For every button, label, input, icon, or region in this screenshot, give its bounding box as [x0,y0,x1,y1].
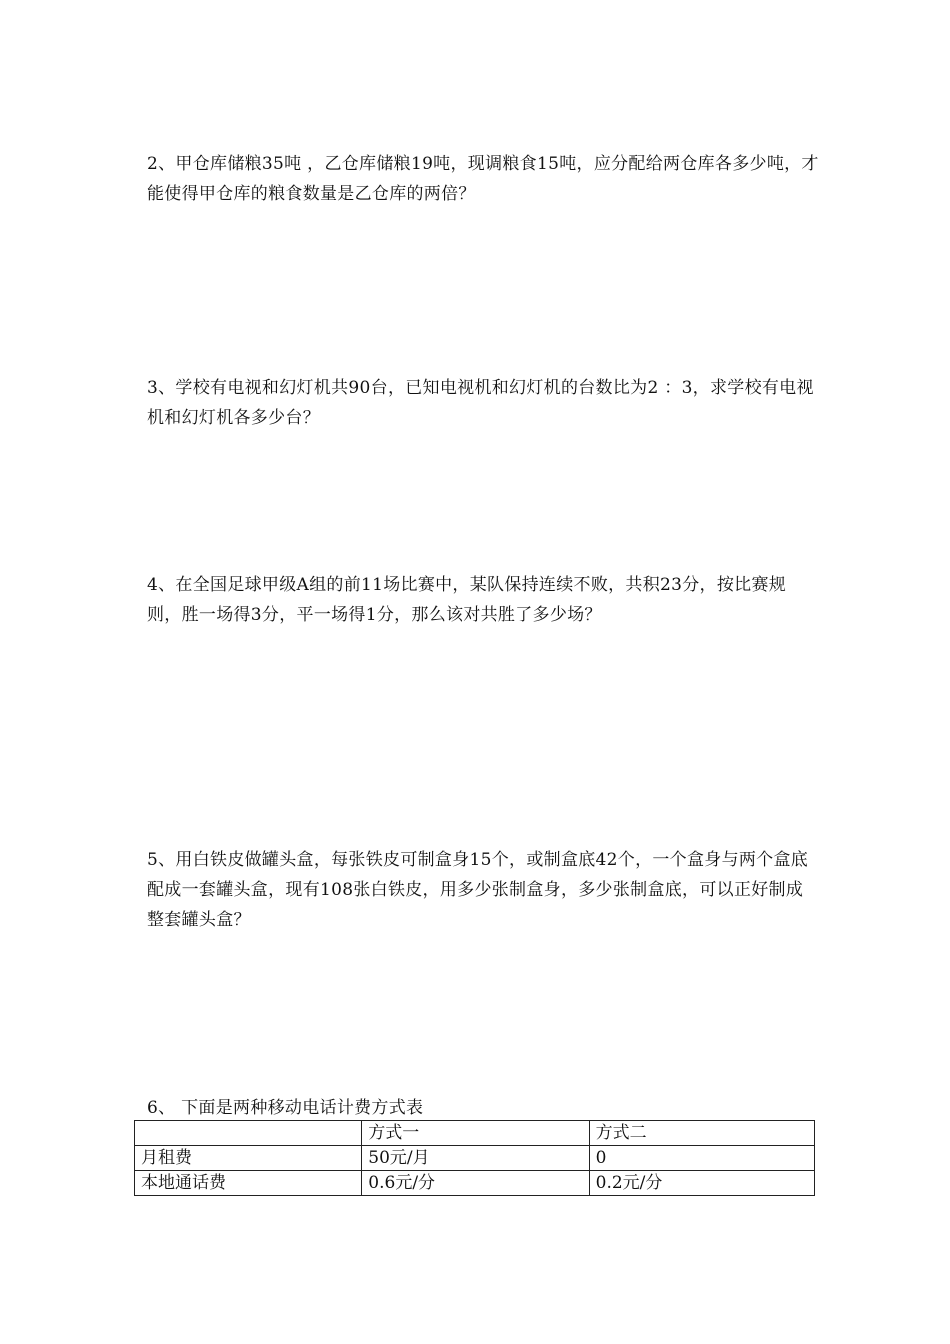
question-5: 5、用白铁皮做罐头盒，每张铁皮可制盒身15个，或制盒底42个，一个盒身与两个盒底配成一套罐头盒，现有108张白铁皮，用多少张制盒身，多少张制盒底，可以正好制成整套罐头盒？ [147,850,809,930]
table-header-cell: 方式一 [362,1121,589,1146]
table-cell: 月租费 [135,1146,362,1171]
phone-fee-table [134,1120,815,1196]
table-header-cell: 方式二 [589,1121,814,1146]
question-4: 4、在全国足球甲级A组的前11场比赛中，某队保持连续不败，共积23分，按比赛规则，胜一场得3分，平一场得1分，那么该对共胜了多少场？ [147,575,787,625]
table-cell: 0.6元/分 [362,1171,589,1196]
table-header-row [135,1121,815,1146]
table-header-cell [135,1121,362,1146]
question-3: 3、学校有电视和幻灯机共90台，已知电视机和幻灯机的台数比为2 ：3，求学校有电视机和幻灯机各多少台？ [147,378,814,428]
table-cell: 0 [589,1146,814,1171]
table-cell: 50元/月 [362,1146,589,1171]
table-row [135,1146,815,1171]
table-cell: 0.2元/分 [589,1171,814,1196]
table-row [135,1171,815,1196]
table-cell: 本地通话费 [135,1171,362,1196]
question-2: 2、甲仓库储粮35吨 ，乙仓库储粮19吨，现调粮食15吨，应分配给两仓库各多少吨，才能使得甲仓库的粮食数量是乙仓库的两倍？ [147,154,819,204]
question-6-title: 6、 下面是两种移动电话计费方式表 [147,1098,424,1118]
